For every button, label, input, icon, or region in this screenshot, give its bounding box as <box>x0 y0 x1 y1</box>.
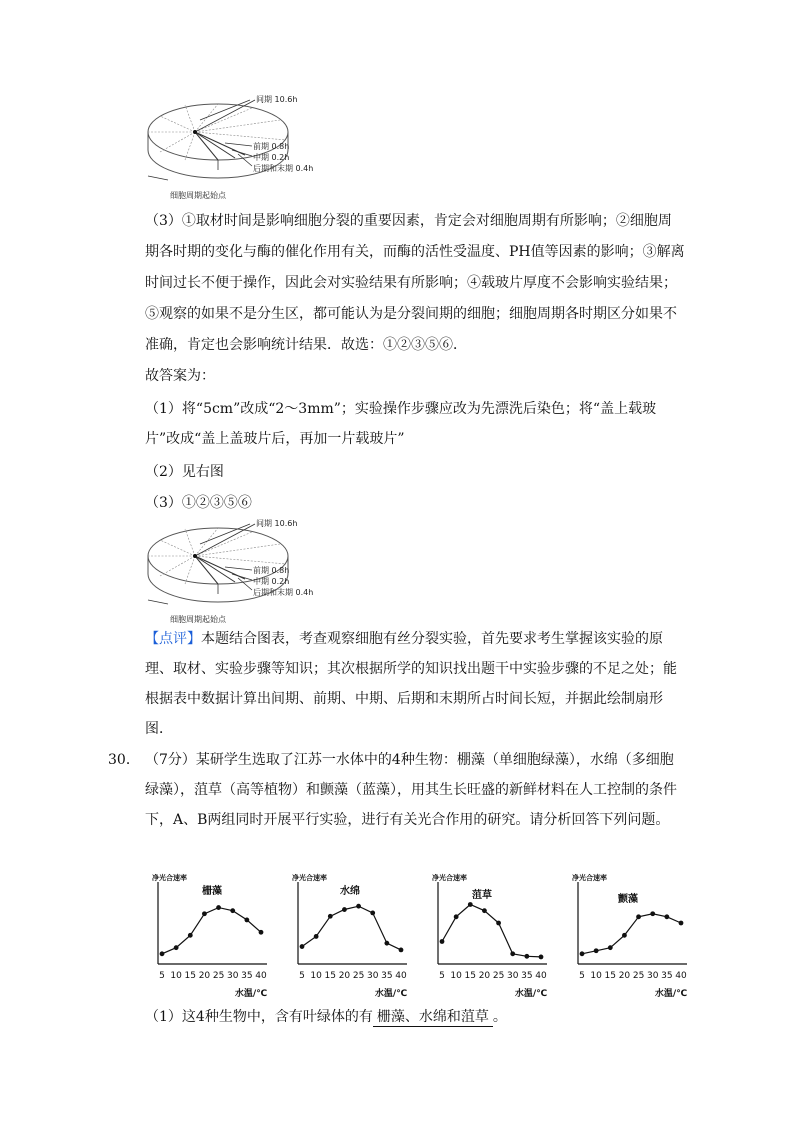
question-1-suffix: 。 <box>492 1009 507 1025</box>
temperature-charts <box>140 872 700 1002</box>
x-axis-label: 水温/℃ <box>374 989 408 999</box>
x-axis-label: 水温/℃ <box>234 989 268 999</box>
answer-3: （3）①②③⑤⑥ <box>145 495 252 511</box>
data-point <box>300 944 305 949</box>
chart-3 <box>432 873 547 999</box>
series-line <box>442 905 541 957</box>
x-tick-label: 15 <box>604 971 617 981</box>
chart-title: 栅藻 <box>202 886 222 897</box>
x-tick-label: 40 <box>255 971 267 981</box>
data-point <box>314 934 319 939</box>
data-point <box>594 948 599 953</box>
data-point <box>539 955 544 960</box>
data-point <box>370 911 375 916</box>
data-point <box>342 907 347 912</box>
data-point <box>328 914 333 919</box>
data-point <box>188 933 193 938</box>
pie-start-label: 细胞周期起始点 <box>170 191 226 200</box>
x-tick-label: 20 <box>478 971 491 981</box>
chart-1 <box>152 873 267 999</box>
data-point <box>608 945 613 950</box>
question-30-text: （7分）某研学生选取了江苏一水体中的4种生物：棚藻（单细胞绿藻），水绵（多细胞绿藻），菹草（高等植物）和颤藻（蓝藻），用其生长旺盛的新鲜材料在人工控制的条件下，A、B两组同时开展平行实验，进行有关光合作用的研究。请分析回答下列问题。 <box>145 752 677 828</box>
pie-label-interphase: 间期 10.6h <box>256 519 298 528</box>
x-tick-label: 10 <box>310 971 322 981</box>
data-point <box>679 921 684 926</box>
data-point <box>622 933 627 938</box>
x-tick-label: 40 <box>535 971 547 981</box>
answer-2: （2）见右图 <box>145 464 224 480</box>
data-point <box>524 954 529 959</box>
pie-start-label: 细胞周期起始点 <box>170 615 226 624</box>
data-point <box>454 914 459 919</box>
data-point <box>259 930 264 935</box>
pie-label-anaphase-telophase: 后期和末期 0.4h <box>253 588 314 597</box>
x-tick-label: 20 <box>618 971 631 981</box>
data-point <box>482 908 487 913</box>
x-tick-label: 30 <box>646 971 659 981</box>
chart-2 <box>292 873 407 999</box>
x-tick-label: 15 <box>324 971 337 981</box>
chart-title: 水绵 <box>340 886 360 897</box>
data-point <box>496 921 501 926</box>
pie-label-prophase: 前期 0.8h <box>253 142 290 151</box>
pie-label-metaphase: 中期 0.2h <box>253 153 290 162</box>
data-point <box>174 945 179 950</box>
paragraph-3-explanation: （3）①取材时间是影响细胞分裂的重要因素，肯定会对细胞周期有所影响；②细胞周期各时期的变化与酶的催化作用有关，而酶的活性受温度、PH值等因素的影响；③解离时间过长不便于操作，因此会对实验结果有所影响；④载玻片厚度不会影响实验结果；⑤观察的如果不是分生区，都可能认为是分裂间期的细胞；细胞周期各时期区分如果不准确，肯定也会影响统计结果．故选：①②③⑤⑥． <box>145 213 685 353</box>
y-axis-label: 净光合速率 <box>292 874 327 882</box>
chart-title: 颤藻 <box>618 894 638 905</box>
x-tick-label: 40 <box>675 971 687 981</box>
pie-label-anaphase-telophase: 后期和末期 0.4h <box>253 164 314 173</box>
x-tick-label: 10 <box>450 971 462 981</box>
x-tick-label: 25 <box>212 971 225 981</box>
pie-label-metaphase: 中期 0.2h <box>253 577 290 586</box>
x-tick-label: 35 <box>661 971 673 981</box>
pie-label-prophase: 前期 0.8h <box>253 566 290 575</box>
chart-title: 菹草 <box>472 890 492 901</box>
question-1-prefix: （1）这4种生物中，含有叶绿体的有 <box>145 1009 373 1025</box>
answer-1: （1）将“5cm”改成“2～3mm”；实验操作步骤应改为先漂洗后染色；将“盖上载玻片”改成“盖上盖玻片后，再加一片载玻片” <box>145 401 657 447</box>
comment-paragraph <box>145 624 685 744</box>
data-point <box>650 911 655 916</box>
x-axis-label: 水温/℃ <box>514 989 548 999</box>
question-30-number: 30． <box>108 752 140 768</box>
y-axis-label: 净光合速率 <box>432 874 467 882</box>
data-point <box>399 948 404 953</box>
data-point <box>384 941 389 946</box>
x-tick-label: 25 <box>632 971 645 981</box>
x-tick-label: 30 <box>226 971 239 981</box>
x-tick-label: 10 <box>170 971 182 981</box>
x-tick-label: 30 <box>366 971 379 981</box>
data-point <box>216 905 221 910</box>
chart-4 <box>572 873 687 999</box>
pie-label-interphase: 间期 10.6h <box>256 95 298 104</box>
question-1-answer: 栅藻、水绵和菹草 <box>373 1008 493 1027</box>
x-tick-label: 5 <box>159 971 165 981</box>
x-tick-label: 15 <box>184 971 197 981</box>
y-axis-label: 净光合速率 <box>152 874 187 882</box>
x-axis-label: 水温/℃ <box>654 989 688 999</box>
data-point <box>440 939 445 944</box>
x-tick-label: 15 <box>464 971 477 981</box>
x-tick-label: 35 <box>521 971 533 981</box>
x-tick-label: 5 <box>579 971 585 981</box>
x-tick-label: 35 <box>241 971 253 981</box>
data-point <box>636 914 641 919</box>
x-tick-label: 5 <box>299 971 305 981</box>
x-tick-label: 40 <box>395 971 407 981</box>
x-tick-label: 10 <box>590 971 602 981</box>
y-axis-label: 净光合速率 <box>572 874 607 882</box>
x-tick-label: 35 <box>381 971 393 981</box>
comment-tag: 【点评】 <box>145 631 201 647</box>
x-tick-label: 20 <box>338 971 351 981</box>
cell-cycle-pie-2 <box>140 512 345 628</box>
question-1 <box>145 1007 507 1027</box>
x-tick-label: 25 <box>352 971 365 981</box>
data-point <box>580 951 585 956</box>
data-point <box>244 918 249 923</box>
series-line <box>582 914 681 954</box>
data-point <box>356 904 361 909</box>
comment-text: 本题结合图表，考查观察细胞有丝分裂实验，首先要求考生掌握该实验的原理、取材、实验步骤等知识；其次根据所学的知识找出题干中实验步骤的不足之处；能根据表中数据计算出间期、前期、中期、后期和末期所占时间长短，并据此绘制扇形图． <box>145 631 677 737</box>
data-point <box>664 914 669 919</box>
x-tick-label: 5 <box>439 971 445 981</box>
answer-intro: 故答案为： <box>145 368 215 384</box>
cell-cycle-pie-1 <box>140 88 345 204</box>
data-point <box>202 911 207 916</box>
data-point <box>510 951 515 956</box>
data-point <box>160 951 165 956</box>
data-point <box>468 902 473 907</box>
x-tick-label: 30 <box>506 971 519 981</box>
data-point <box>230 908 235 913</box>
x-tick-label: 25 <box>492 971 505 981</box>
x-tick-label: 20 <box>198 971 211 981</box>
